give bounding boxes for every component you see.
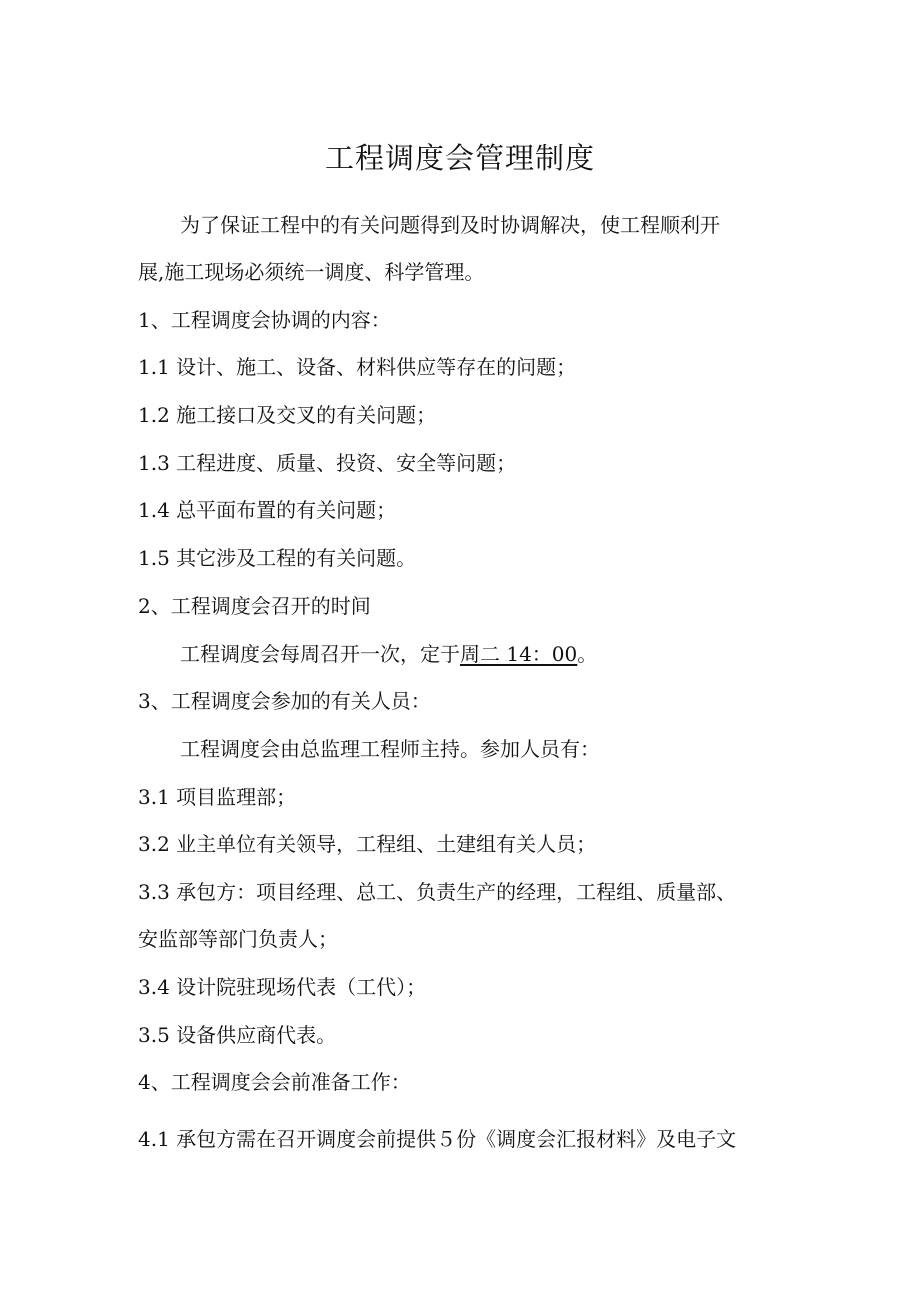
section-1-item: 1.1 设计、施工、设备、材料供应等存在的问题；	[138, 355, 577, 379]
section-3-item: 3.1 项目监理部；	[138, 785, 297, 809]
intro-line-1: 为了保证工程中的有关问题得到及时协调解决，使工程顺利开	[180, 213, 720, 237]
section-1-heading: 1、工程调度会协调的内容：	[138, 308, 391, 332]
section-3-item-continuation: 安监部等部门负责人；	[138, 927, 338, 951]
section-1-item: 1.2 施工接口及交叉的有关问题；	[138, 403, 437, 427]
section-3-item: 3.2 业主单位有关领导，工程组、土建组有关人员；	[138, 832, 597, 856]
section-4-item: 4.1 承包方需在召开调度会前提供５份《调度会汇报材料》及电子文	[138, 1127, 737, 1151]
page-title: 工程调度会管理制度	[324, 141, 595, 175]
section-1-item: 1.3 工程进度、质量、投资、安全等问题；	[138, 451, 517, 475]
intro-line-2: 展,施工现场必须统一调度、科学管理。	[138, 260, 485, 284]
section-2-heading: 2、工程调度会召开的时间	[138, 594, 371, 618]
section-2-body-prefix: 工程调度会每周召开一次，定于	[180, 642, 460, 666]
section-3-body: 工程调度会由总监理工程师主持。参加人员有：	[180, 737, 600, 761]
meeting-time: 周二 14：00	[460, 642, 578, 666]
section-2-body-suffix: 。	[577, 642, 598, 666]
section-4-heading: 4、工程调度会会前准备工作：	[138, 1070, 411, 1094]
section-1-item: 1.4 总平面布置的有关问题；	[138, 498, 397, 522]
section-3-heading: 3、工程调度会参加的有关人员：	[138, 689, 431, 713]
section-3-item: 3.4 设计院驻现场代表（工代）；	[138, 975, 427, 999]
section-2-body	[180, 640, 597, 668]
section-3-item: 3.5 设备供应商代表。	[138, 1023, 337, 1047]
section-1-item: 1.5 其它涉及工程的有关问题。	[138, 546, 417, 570]
section-3-item: 3.3 承包方：项目经理、总工、负责生产的经理，工程组、质量部、	[138, 880, 737, 904]
